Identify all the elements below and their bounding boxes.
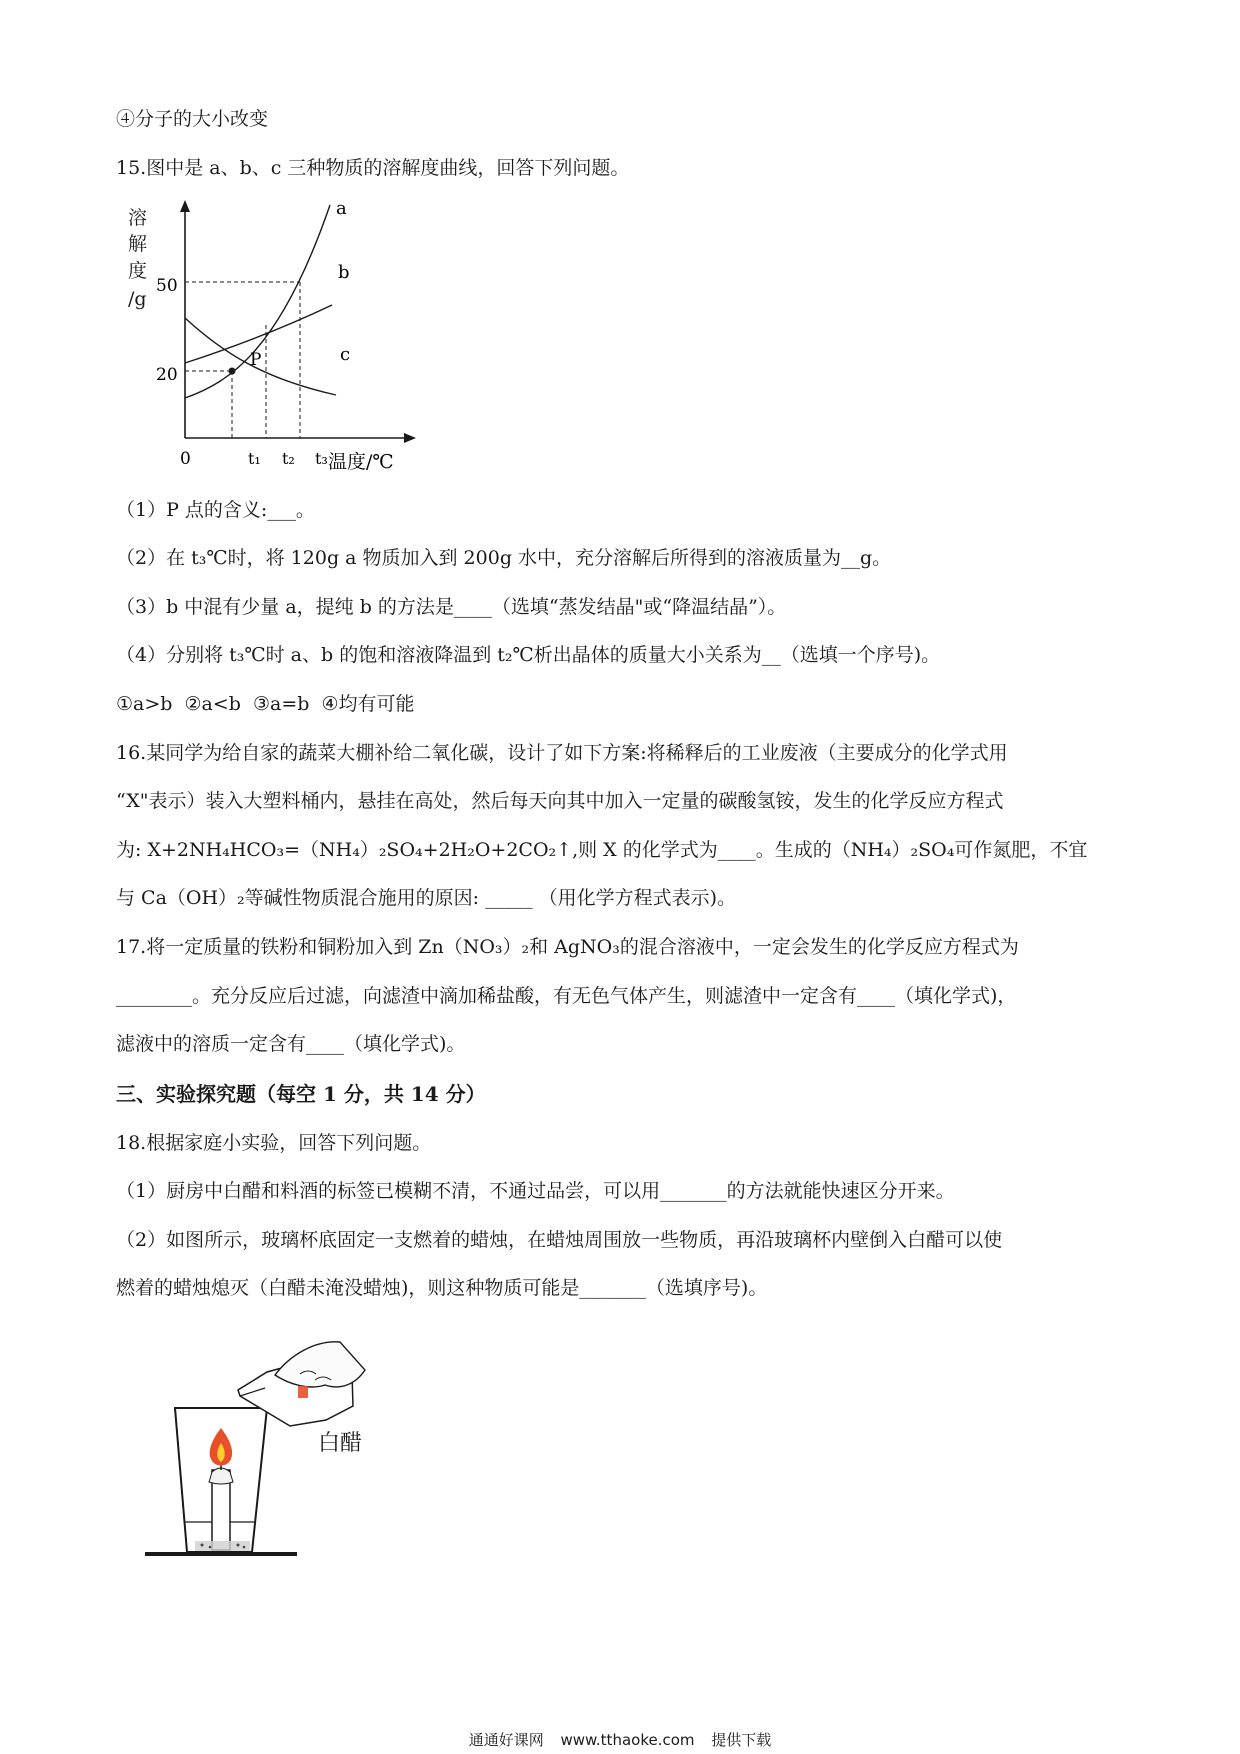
page-footer <box>0 1729 1240 1750</box>
section-3-heading: 三、实验探究题（每空 1 分，共 14 分） <box>116 1082 486 1106</box>
question-15-stem: 15.图中是 a、b、c 三种物质的溶解度曲线，回答下列问题。 <box>116 157 630 179</box>
q15-part-4: （4）分别将 t₃℃时 a、b 的饱和溶液降温到 t₂℃析出晶体的质量大小关系为__（选填一个序号)。 <box>116 644 941 666</box>
x-axis-arrow <box>404 433 416 443</box>
question-16-line-1: 16.某同学为给自家的蔬菜大棚补给二氧化碳，设计了如下方案:将稀释后的工业废液（主要成分的化学式用 <box>116 742 1008 764</box>
footer-tail: 提供下载 <box>711 1731 772 1749</box>
q18-part-2-line-2: 燃着的蜡烛熄灭（白醋未淹没蜡烛)，则这种物质可能是_______（选填序号)。 <box>116 1277 768 1299</box>
question-17-line-1: 17.将一定质量的铁粉和铜粉加入到 Zn（NO₃）₂和 AgNO₃的混合溶液中，一定会发生的化学反应方程式为 <box>116 936 1019 958</box>
x-axis-label: 温度/℃ <box>328 451 394 473</box>
q15-part-3: （3）b 中混有少量 a，提纯 b 的方法是____（选填“蒸发结晶"或“降温结晶”）。 <box>116 596 787 618</box>
x-tick-t2: t₂ <box>282 449 295 468</box>
solid-substance <box>195 1541 250 1551</box>
question-18-stem: 18.根据家庭小实验，回答下列问题。 <box>116 1132 432 1154</box>
y-axis-arrow <box>180 200 190 212</box>
question-16-line-4: 与 Ca（OH）₂等碱性物质混合施用的原因: _____ （用化学方程式表示)。 <box>116 887 737 909</box>
curve-b-label: b <box>338 262 350 283</box>
x-tick-t1: t₁ <box>248 449 261 468</box>
q18-part-2-line-1: （2）如图所示，玻璃杯底固定一支燃着的蜡烛，在蜡烛周围放一些物质，再沿玻璃杯内壁倒入白醋可以使 <box>116 1229 1003 1251</box>
question-16-line-3: 为: X+2NH₄HCO₃=（NH₄）₂SO₄+2H₂O+2CO₂↑,则 X 的化学式为____。生成的（NH₄）₂SO₄可作氮肥，不宜 <box>116 839 1088 861</box>
solubility-curve-graph <box>110 200 430 475</box>
y-label-char-3: 度 <box>128 260 148 282</box>
table-surface <box>145 1552 297 1556</box>
y-tick-20: 20 <box>156 365 178 385</box>
question-17-line-3: 滤液中的溶质一定含有____（填化学式)。 <box>116 1033 466 1055</box>
candle-experiment-illustration <box>140 1330 400 1565</box>
y-axis-label <box>128 207 147 310</box>
q18-part-1: （1）厨房中白醋和料酒的标签已模糊不清，不通过品尝，可以用_______的方法就能快速区分开来。 <box>116 1180 955 1202</box>
curve-a-label: a <box>336 200 347 219</box>
y-tick-50: 50 <box>156 276 178 296</box>
hand-shape <box>275 1342 365 1387</box>
q15-part-2: （2）在 t₃℃时，将 120g a 物质加入到 200g 水中，充分溶解后所得到的溶液质量为__g。 <box>116 547 892 569</box>
y-label-char-1: 溶 <box>128 207 148 229</box>
y-label-char-2: 解 <box>128 233 148 255</box>
question-16-line-2: “X"表示）装入大塑料桶内，悬挂在高处，然后每天向其中加入一定量的碳酸氢铵，发生的化学反应方程式 <box>116 790 1004 812</box>
question-17-line-2: ________。充分反应后过滤，向滤渣中滴加稀盐酸，有无色气体产生，则滤渣中一定含有____（填化学式)， <box>116 985 1017 1007</box>
point-p-label: P <box>250 350 262 370</box>
bottle-label: 白醋 <box>318 1431 363 1456</box>
y-label-char-4: /g <box>128 288 147 310</box>
option-4-text: ④分子的大小改变 <box>116 108 269 130</box>
curve-c-label: c <box>340 344 351 365</box>
bottle-label-patch <box>298 1386 308 1398</box>
origin-label: 0 <box>180 449 191 469</box>
q15-part-1: （1）P 点的含义:___。 <box>116 499 315 521</box>
q15-options: ①a>b ②a<b ③a=b ④均有可能 <box>116 693 415 715</box>
footer-site-name: 通通好课网 <box>468 1731 544 1749</box>
x-tick-t3: t₃ <box>315 449 328 468</box>
footer-url-link[interactable]: www.tthaoke.com <box>560 1731 695 1749</box>
point-p-dot <box>229 368 236 375</box>
